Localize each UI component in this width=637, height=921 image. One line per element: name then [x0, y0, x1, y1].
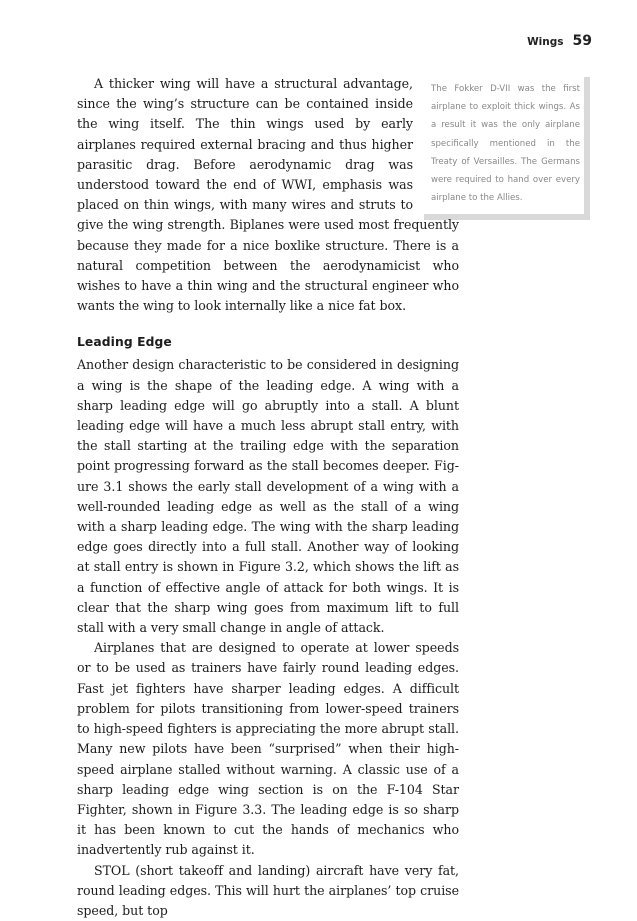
sidebar-note-text: The Fokker D-VII was the first airplane to exploit thick wings. As a result it was the only airplane specifically mentioned in the Treaty of Versailles. The Germans were required to hand over every airplane to the Allies.: [424, 77, 584, 214]
section-heading: Leading Edge: [77, 335, 172, 350]
paragraph: STOL (short takeoff and landing) aircraft have very fat, round leading edges. This will hurt the airplanes’ top cruise speed, but top: [77, 862, 459, 918]
main-text: [77, 74, 459, 921]
paragraph: A thicker wing will have a structural advantage, since the wing’s structure can be contained inside the wing itself. The thin wings used by early airplanes required external bracing and thus higher parasitic drag. Before aerodynamic drag was understood toward the end of WWI, emphasis was placed on thin wings, with many wires and struts to give the wing strength. Biplanes were used most frequently because they made for a nice boxlike structure. There is a natural competition between the aerodynamicist who wishes to have a thin wing and the structural engineer who wants the wing to look internally like a nice fat box.: [77, 76, 459, 314]
paragraph: Airplanes that are designed to operate at lower speeds or to be used as trainers have fairly round leading edges. Fast jet fighters have sharper leading edges. A difficult problem for pilots transitioning from lower-speed trainers to high-speed fighters is appreciating the more abrupt stall. Many new pilots have been “surprised” when their high-speed airplane stalled without warning. A classic use of a sharp leading edge wing section is on the F-104 Star Fighter, shown in Figure 3.3. The leading edge is so sharp it has been known to cut the hands of mechanics who inadvertently rub against it.: [77, 640, 459, 858]
paragraph: Another design characteristic to be considered in designing a wing is the shape of the leading edge. A wing with a sharp leading edge will go abruptly into a stall. A blunt leading edge will have a much less abrupt stall entry, with the stall starting at the trailing edge with the separation point progressing forward as the stall becomes deeper. Figure 3.1 shows the early stall development of a wing with a well-rounded leading edge as well as the stall of a wing with a sharp leading edge. The wing with the sharp leading edge goes directly into a full stall. Another way of looking at stall entry is shown in Figure 3.2, which shows the lift as a function of effective angle of attack for both wings. It is clear that the sharp wing goes from maximum lift to full stall with a very small change in angle of attack.: [77, 357, 459, 636]
page-number: 59: [572, 33, 592, 49]
running-header: [527, 30, 592, 49]
section-title: Wings: [527, 36, 564, 48]
